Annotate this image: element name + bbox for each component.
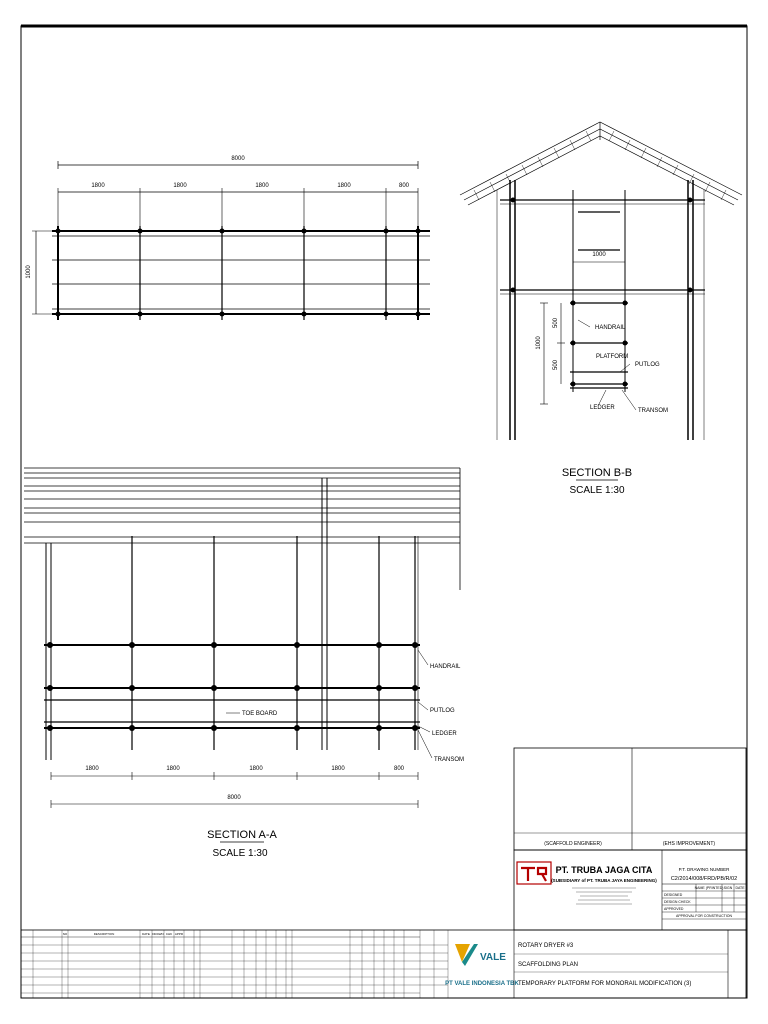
company-subtitle: (SUBSIDIARY of PT. TRUBA JAYA ENGINEERING) xyxy=(551,878,657,883)
scaffold-engineer-label: (SCAFFOLD ENGINEER) xyxy=(544,841,602,847)
bb-total-height-dim: 1000 xyxy=(536,336,542,350)
revision-table xyxy=(21,930,746,998)
bb-platform-label: PLATFORM xyxy=(596,354,629,360)
plan-height-dim: 1000 xyxy=(26,265,32,279)
bb-h2-dim: 500 xyxy=(553,359,559,371)
bb-putlog-label: PUTLOG xyxy=(635,362,660,368)
bb-scale: SCALE 1:30 xyxy=(569,485,625,496)
aa-span-1: 1800 xyxy=(85,766,99,772)
bb-transom-label: TRANSOM xyxy=(638,408,668,414)
sheet-border xyxy=(21,26,747,998)
rev-header-description: DESCRIPTION xyxy=(93,932,115,936)
plan-span-2: 1800 xyxy=(173,183,187,189)
vale-logo xyxy=(455,944,478,966)
drawing-number: C2/2014/008/FRD/PB/R/02 xyxy=(670,876,738,882)
aa-span-5: 800 xyxy=(393,766,405,772)
plan-span-1: 1800 xyxy=(91,183,105,189)
title-block xyxy=(21,748,746,998)
design-check-label: DESIGN CHECK xyxy=(664,900,691,904)
rev-header-date: DATE xyxy=(142,932,150,936)
section-aa xyxy=(24,468,464,859)
rev-header-no: NO xyxy=(62,932,68,936)
project-line-3: TEMPORARY PLATFORM FOR MONORAIL MODIFICATION (3) xyxy=(518,981,692,987)
aa-putlog-label: PUTLOG xyxy=(430,708,455,714)
plan-view xyxy=(26,156,430,320)
aa-span-3: 1800 xyxy=(249,766,263,772)
bb-ledger-label: LEDGER xyxy=(590,405,615,411)
approval-note: APPROVAL FOR CONSTRUCTION xyxy=(675,914,733,918)
bb-title: SECTION B-B xyxy=(561,467,633,479)
project-line-1: ROTARY DRYER #3 xyxy=(518,943,574,949)
designed-label: DESIGNED xyxy=(664,893,683,897)
bb-handrail-label: HANDRAIL xyxy=(595,325,626,331)
aa-span-2: 1800 xyxy=(166,766,180,772)
bb-width-dim: 1000 xyxy=(592,252,606,258)
rev-header-chk: CHK xyxy=(165,932,173,936)
project-line-2: SCAFFOLDING PLAN xyxy=(518,962,579,968)
aa-scale: SCALE 1:30 xyxy=(212,848,268,859)
aa-title: SECTION A-A xyxy=(207,829,277,841)
plan-span-3: 1800 xyxy=(255,183,269,189)
plan-total-dim: 8000 xyxy=(231,156,245,162)
plan-span-4: 1800 xyxy=(337,183,351,189)
name-printed-header: NAME (PRINTED) xyxy=(694,886,724,890)
aa-ledger-label: LEDGER xyxy=(432,731,457,737)
rev-header-drawn: DRAWN xyxy=(152,932,164,936)
aa-transom-label: TRANSOM xyxy=(434,757,464,763)
aa-handrail-label: HANDRAIL xyxy=(430,664,461,670)
section-bb xyxy=(460,122,742,496)
approved-label: APPROVED xyxy=(664,907,684,911)
client-logo-text: VALE xyxy=(480,952,506,963)
ehs-improvement-label: (EHS IMPROVEMENT) xyxy=(662,841,716,847)
client-name: PT VALE INDONESIA TBK xyxy=(445,981,519,987)
rev-header-appr: APPR xyxy=(174,932,184,936)
aa-total-dim: 8000 xyxy=(227,795,241,801)
bb-h1-dim: 500 xyxy=(553,317,559,329)
company-logo xyxy=(517,862,551,884)
company-name: PT. TRUBA JAGA CITA xyxy=(555,865,653,875)
plan-span-5: 800 xyxy=(398,183,410,189)
aa-toe-board-label: TOE BOARD xyxy=(242,711,278,717)
drawing-number-label: P.T. DRAWING NUMBER xyxy=(678,867,730,872)
aa-span-4: 1800 xyxy=(331,766,345,772)
sign-header: SIGN xyxy=(723,886,733,890)
date-header: DATE xyxy=(735,886,745,890)
